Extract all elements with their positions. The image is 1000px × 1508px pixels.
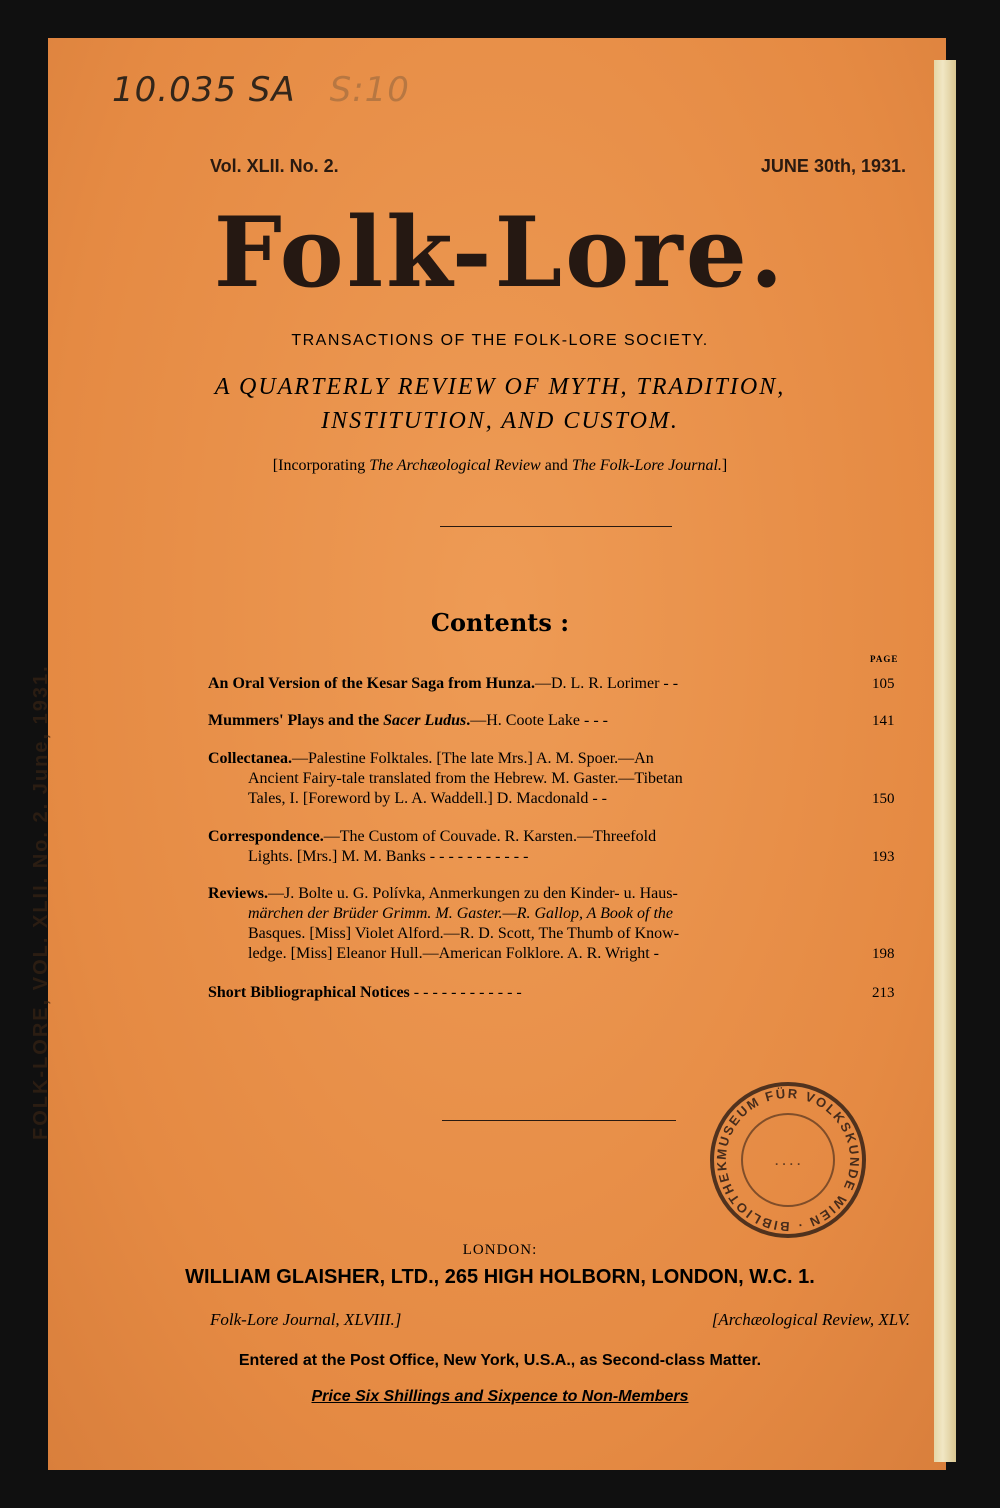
entry-author: —H. Coote Lake - - - <box>470 712 608 729</box>
contents-heading: Contents : <box>430 608 570 637</box>
subtitle-line-2: INSTITUTION, AND CUSTOM. <box>321 408 679 434</box>
incorporating-review: The Archæological Review <box>369 457 541 474</box>
entry-page: 141 <box>872 713 895 729</box>
journal-title: Folk-Lore. <box>213 196 787 309</box>
incorporating-mid: and <box>540 457 572 474</box>
spine-text: FOLK-LORE, VOL. XLII. No. 2. June, 1931. <box>30 664 52 1140</box>
entry-continuation: Tales, I. [Foreword by L. A. Waddell.] D. Macdonald - - <box>248 790 607 807</box>
contents-entry <box>208 749 848 809</box>
entry-continuation: ledge. [Miss] Eleanor Hull.—American Folklore. A. R. Wright - <box>248 945 659 962</box>
entry-title-italic: Sacer Ludus <box>383 712 467 729</box>
svg-text:· · · ·: · · · · <box>775 1157 801 1171</box>
entry-page: 198 <box>872 946 895 962</box>
archaeological-review-volume <box>712 1310 910 1330</box>
entry-dots: - - - - - - - - - - - - <box>409 984 522 1001</box>
handwritten-shelfmark <box>112 70 410 110</box>
entry-author: —D. L. R. Lorimer - - <box>534 675 679 692</box>
contents-entry <box>208 711 848 731</box>
subtitle <box>0 370 1000 438</box>
price-line: Price Six Shillings and Sixpence to Non-Members <box>311 1388 689 1405</box>
contents-entry <box>208 884 848 964</box>
divider-top <box>440 526 672 527</box>
entry-title: Short Bibliographical Notices <box>208 984 410 1001</box>
entry-title: Correspondence. <box>208 828 324 845</box>
archaeological-review-text: [Archæological Review, XLV. <box>711 1310 910 1329</box>
stamp-text: MUSEUM FÜR VOLKSKUNDE WIEN · BIBLIOTHEK <box>713 1085 863 1235</box>
entry-page: 213 <box>872 985 895 1001</box>
incorporating-post: ] <box>721 457 728 474</box>
entry-title: Collectanea. <box>208 750 292 767</box>
incorporating-pre: [Incorporating <box>272 457 370 474</box>
entry-continuation: märchen der Brüder Grimm. M. Gaster.—R. Gallop, A Book of the <box>248 905 673 922</box>
entry-text: —Palestine Folktales. [The late Mrs.] A. M. Spoer.—An <box>291 750 654 767</box>
shelfmark-main: 10.035 SA <box>112 70 296 110</box>
volume-number: Vol. XLII. No. 2. <box>210 156 339 176</box>
entry-title: Reviews. <box>208 885 268 902</box>
contents-entry <box>208 827 848 867</box>
entry-page: 105 <box>872 676 895 692</box>
library-stamp <box>706 1078 870 1242</box>
shelfmark-light: S:10 <box>329 70 410 110</box>
transactions-line: TRANSACTIONS OF THE FOLK-LORE SOCIETY. <box>291 332 709 349</box>
entry-title: An Oral Version of the Kesar Saga from Hunza. <box>208 675 535 692</box>
subtitle-line-1: A QUARTERLY REVIEW OF MYTH, TRADITION, <box>214 374 786 400</box>
entry-continuation: Lights. [Mrs.] M. M. Banks - - - - - - - - - - - <box>248 848 529 865</box>
entry-page: 150 <box>872 791 895 807</box>
folk-lore-journal-text: Folk-Lore Journal, XLVIII.] <box>210 1310 402 1329</box>
entry-continuation: Ancient Fairy-tale translated from the Hebrew. M. Gaster.—Tibetan <box>248 770 683 787</box>
entry-continuation: Basques. [Miss] Violet Alford.—R. D. Scott, The Thumb of Know- <box>248 925 680 942</box>
incorporating-line <box>0 457 1000 475</box>
postal-notice: Entered at the Post Office, New York, U.S.A., as Second-class Matter. <box>238 1352 762 1369</box>
entry-title-end: . <box>466 712 471 729</box>
incorporating-journal: The Folk-Lore Journal. <box>571 457 722 474</box>
publisher-line: WILLIAM GLAISHER, LTD., 265 HIGH HOLBORN, LONDON, W.C. 1. <box>185 1266 815 1288</box>
entry-text: —J. Bolte u. G. Polívka, Anmerkungen zu den Kinder- u. Haus- <box>267 885 678 902</box>
entry-page: 193 <box>872 849 895 865</box>
imprint-city: LONDON: <box>462 1242 538 1258</box>
entry-text: —The Custom of Couvade. R. Karsten.—Threefold <box>323 828 657 845</box>
folk-lore-journal-volume <box>210 1310 401 1330</box>
divider-bottom <box>442 1120 676 1121</box>
contents-entry <box>208 983 848 1003</box>
issue-date: JUNE 30th, 1931. <box>760 156 906 176</box>
entry-title: Mummers' Plays and the <box>208 712 384 729</box>
page-column-header: PAGE <box>870 654 899 664</box>
contents-entry <box>208 674 848 694</box>
